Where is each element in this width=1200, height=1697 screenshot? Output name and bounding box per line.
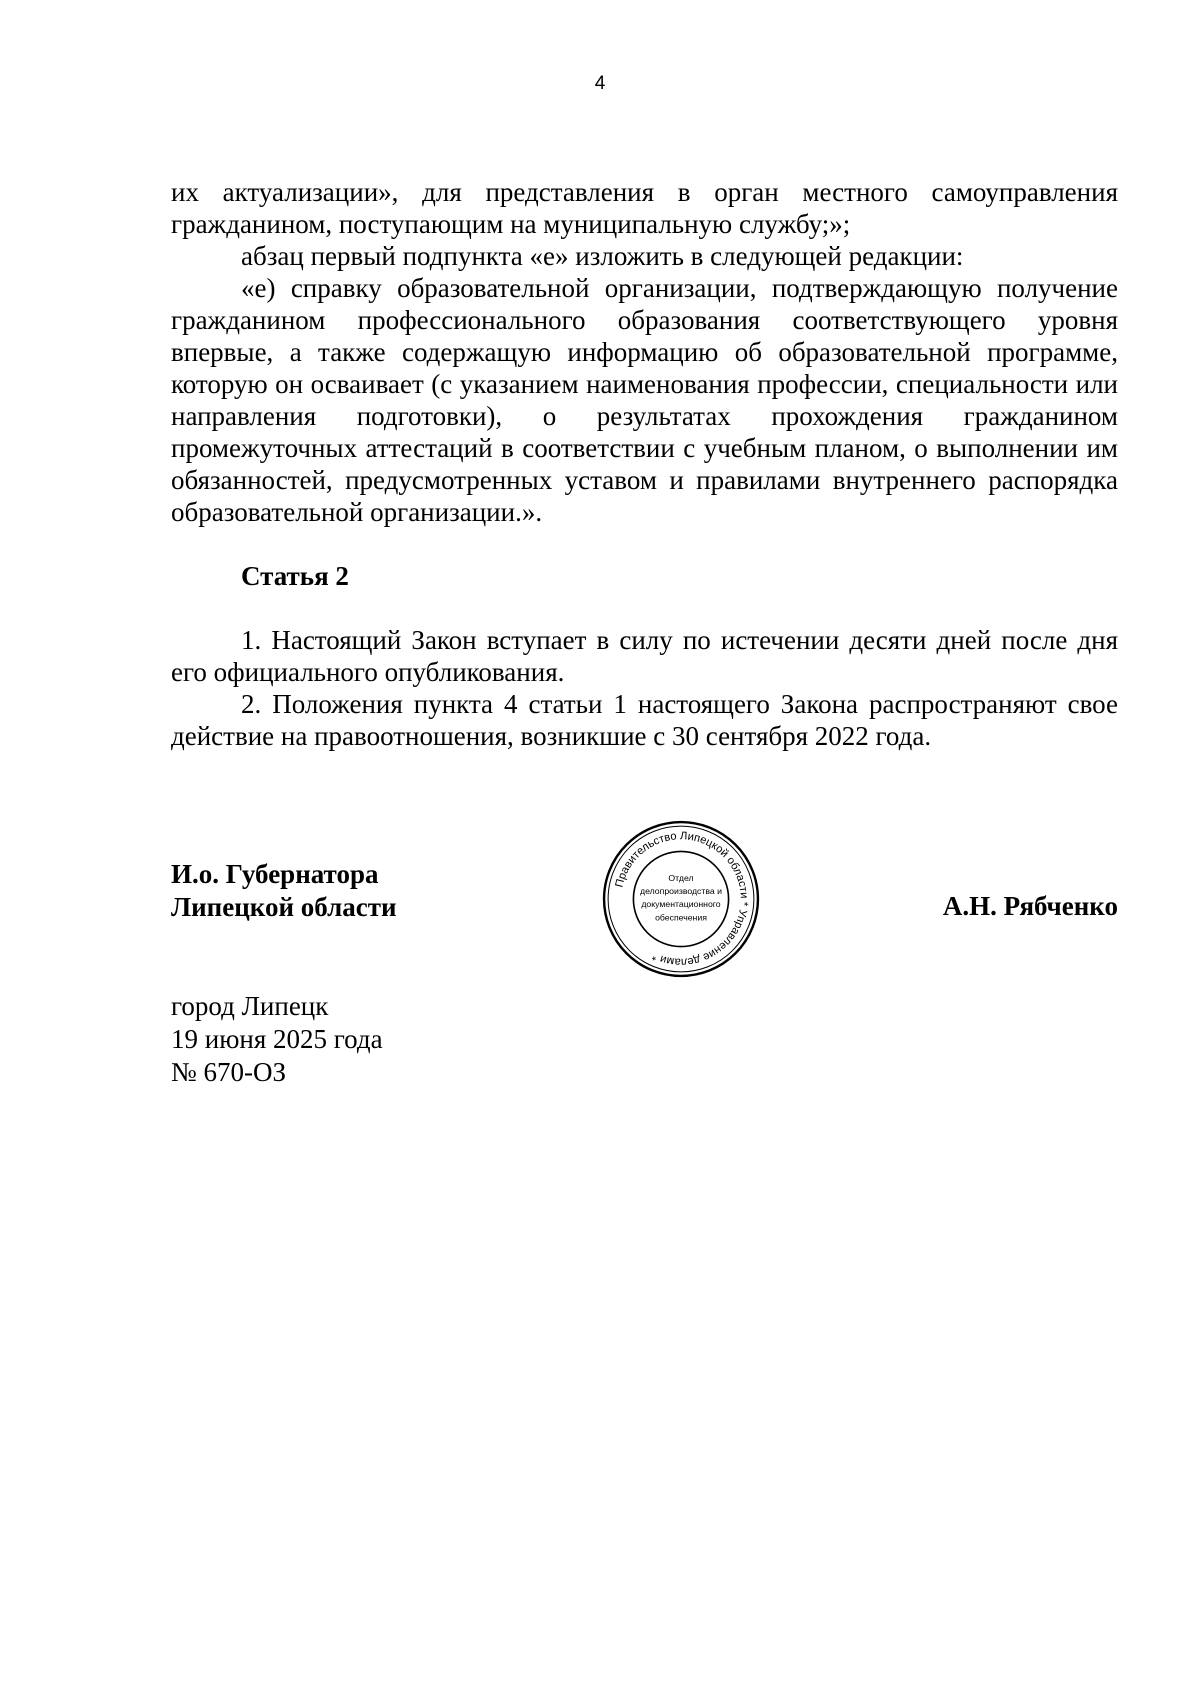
- paragraph-amendment-text: «е) справку образовательной организации, подтверждающую получение гражданином профессионального образования соответствующего уровня впервые, а также содержащую информацию об образовательной программе, которую он осваивает (с указанием наименования профессии, специальности или направления подготовки), о результатах прохождения гражданином промежуточных аттестаций в соответствии с учебным планом, о выполнении им обязанностей, предусмотренных уставом и правилами внутреннего распорядка образовательной организации.».: [171, 273, 1118, 527]
- seal-outer-text: Правительство Липецкой области * Управление делами *: [613, 830, 750, 968]
- footer-number: № 670-ОЗ: [171, 1057, 287, 1087]
- article-item-2: 2. Положения пункта 4 статьи 1 настоящего Закона распространяют свое действие на правоотношения, возникшие с 30 сентября 2022 года.: [171, 689, 1118, 751]
- signatory-name: А.Н. Рябченко: [942, 891, 1118, 921]
- page-number: 4: [594, 73, 606, 94]
- paragraph-continuation: их актуализации», для представления в орган местного самоуправления гражданином, поступающим на муниципальную службу;»;: [171, 177, 1118, 239]
- law-body: [171, 176, 1118, 752]
- footer-city: город Липецк: [171, 991, 329, 1021]
- seal-inner-line-3: документационного: [641, 899, 721, 910]
- official-seal: [600, 818, 762, 980]
- footer-date: 19 июня 2025 года: [171, 1024, 383, 1054]
- seal-inner-line-4: обеспечения: [655, 912, 707, 923]
- seal-inner-line-1: Отдел: [668, 872, 694, 883]
- signatory-title: [171, 858, 397, 924]
- article-heading: Статья 2: [241, 561, 349, 591]
- signatory-title-line-2: Липецкой области: [171, 892, 397, 922]
- paragraph-amendment-intro: абзац первый подпункта «е» изложить в следующей редакции:: [241, 241, 964, 271]
- seal-inner-line-2: делопроизводства и: [640, 885, 722, 896]
- document-footer: [171, 990, 383, 1089]
- signatory-title-line-1: И.о. Губернатора: [171, 859, 379, 889]
- article-item-1: 1. Настоящий Закон вступает в силу по истечении десяти дней после дня его официального опубликования.: [171, 625, 1118, 687]
